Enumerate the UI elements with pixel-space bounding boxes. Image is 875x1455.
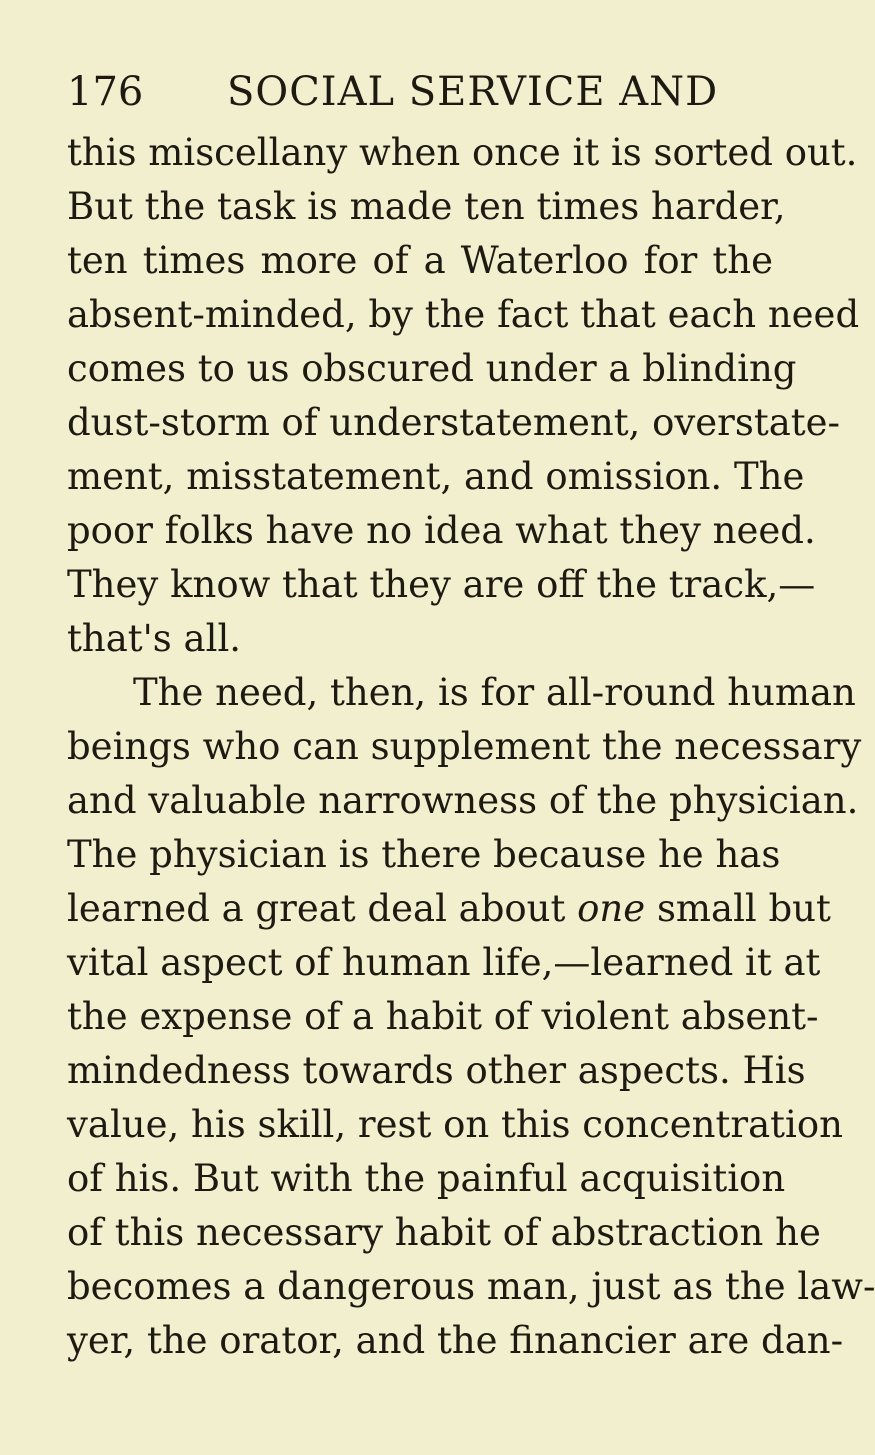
text-line: of his. But with the painful acquisition [67,1157,786,1200]
text-line: But the task is made ten times harder, [67,185,786,228]
text-line: beings who can supplement the necessary [67,725,862,768]
text-line: yer, the orator, and the financier are dan- [67,1319,844,1362]
text-line: poor folks have no idea what they need. [67,509,816,552]
text-line: absent-minded, by the fact that each need [67,293,860,336]
text-line: They know that they are off the track,— [67,563,816,606]
text-line: becomes a dangerous man, just as the law- [67,1265,875,1308]
text-line: The physician is there because he has [67,833,781,876]
text-line: ten times more of a Waterloo for the [67,239,773,282]
page-number: 176 [67,69,144,115]
text-segment: learned a great deal about [67,887,566,930]
page-header [67,64,727,120]
text-segment: small but [656,887,831,930]
text-line: comes to us obscured under a blinding [67,347,797,390]
text-line: vital aspect of human life,—learned it at [67,941,821,984]
body-text [67,126,875,1368]
text-line: of this necessary habit of abstraction he [67,1211,821,1254]
text-line: the expense of a habit of violent absent- [67,995,819,1038]
text-line: that's all. [67,617,242,660]
italic-word: one [577,887,646,930]
text-line: this miscellany when once it is sorted out. [67,131,858,174]
text-line: and valuable narrowness of the physician. [67,779,859,822]
text-line: dust-storm of understatement, overstate- [67,401,841,444]
text-line: ment, misstatement, and omission. The [67,455,805,498]
text-line [67,882,831,936]
running-head: SOCIAL SERVICE AND [227,69,719,115]
text-line: mindedness towards other aspects. His [67,1049,806,1092]
text-line: The need, then, is for all-round human [133,671,856,714]
text-line: value, his skill, rest on this concentration [67,1103,843,1146]
